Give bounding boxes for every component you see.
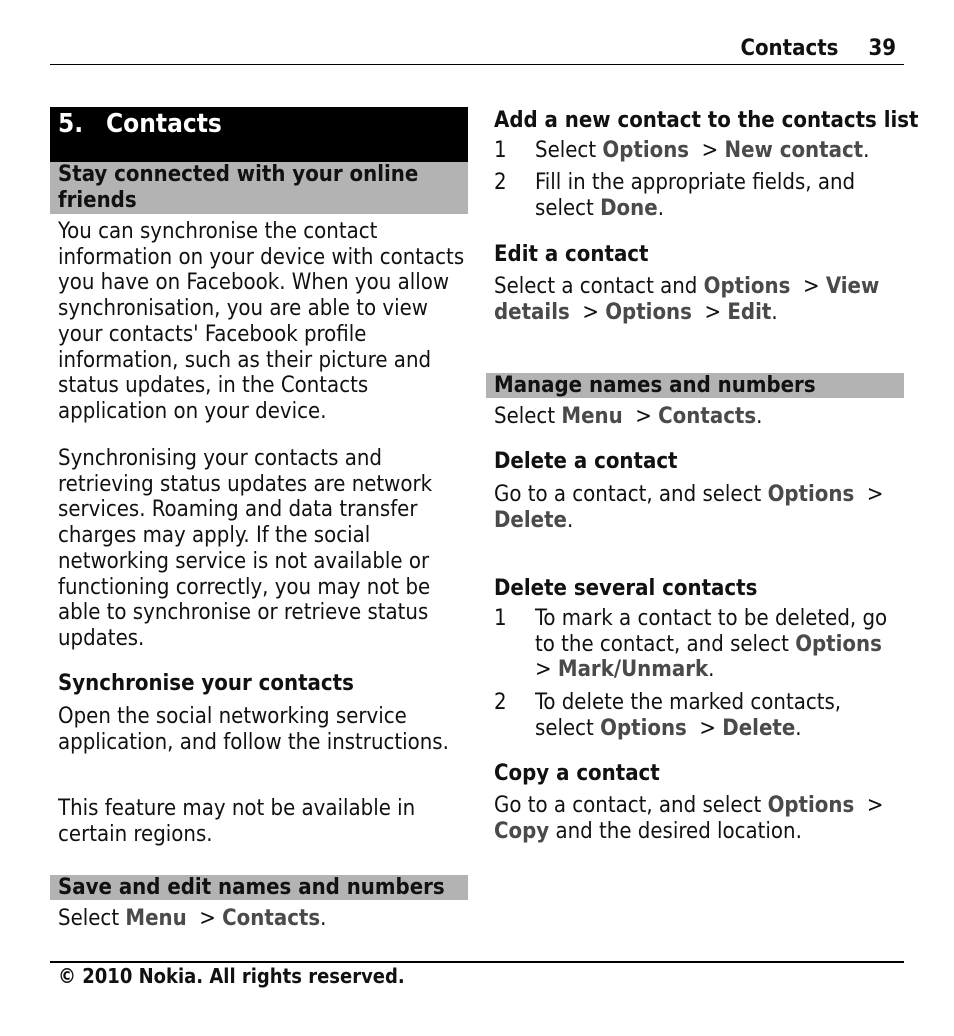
instruction-delete-contact: Go to a contact, and select Options > Delete.: [494, 482, 884, 533]
footer-rule: [50, 961, 904, 963]
instruction-copy-contact: Go to a contact, and select Options > Copy and the desired location.: [494, 793, 884, 844]
heading-add-contact: Add a new contact to the contacts list: [494, 108, 919, 133]
note-feature-availability: This feature may not be available in certain regions.: [58, 796, 416, 847]
header-section-title: Contacts: [740, 36, 839, 61]
heading-delete-contact: Delete a contact: [494, 449, 678, 474]
copyright-notice: © 2010 Nokia. All rights reserved.: [58, 964, 405, 988]
list-item: 2 Fill in the appropriate fields, and select Done.: [494, 170, 856, 221]
list-item: 2 To delete the marked contacts, select Options > Delete.: [494, 690, 842, 741]
section-title-save-edit: Save and edit names and numbers: [50, 875, 468, 900]
chapter-title: Contacts: [106, 109, 222, 139]
instruction-save-edit: Select Menu > Contacts.: [58, 906, 327, 931]
instruction-manage: Select Menu > Contacts.: [494, 404, 763, 429]
chapter-number: 5.: [58, 109, 84, 139]
paragraph-sync-instructions: Open the social networking service application, and follow the instructions.: [58, 704, 449, 755]
instruction-edit-contact: Select a contact and Options > View details > Options > Edit.: [494, 274, 880, 325]
section-title-manage: Manage names and numbers: [486, 373, 904, 398]
header-rule: [50, 64, 904, 65]
list-item: 1 Select Options > New contact.: [494, 138, 870, 163]
list-item: 1 To mark a contact to be deleted, go to the contact, and select Options > Mark/Unmark.: [494, 606, 889, 683]
heading-copy-contact: Copy a contact: [494, 761, 660, 786]
running-header: [740, 36, 896, 61]
heading-synchronise-contacts: Synchronise your contacts: [58, 671, 354, 696]
chapter-heading: [50, 107, 468, 162]
heading-edit-contact: Edit a contact: [494, 242, 649, 267]
heading-delete-several: Delete several contacts: [494, 576, 758, 601]
paragraph-network-services: Synchronising your contacts and retrieving status updates are network services. Roaming and data transfer charges may apply. If the social networking service is not available or functioning correctly, you may not be able to synchronise or retrieve status updates.: [58, 446, 433, 651]
page-number: 39: [868, 36, 896, 61]
paragraph-sync-intro: You can synchronise the contact information on your device with contacts you have on Facebook. When you allow synchronisation, you are able to view your contacts' Facebook profile information, such as their picture and status updates, in the Contacts application on your device.: [58, 219, 465, 424]
section-title-stay-connected: Stay connected with your online friends: [50, 162, 468, 214]
